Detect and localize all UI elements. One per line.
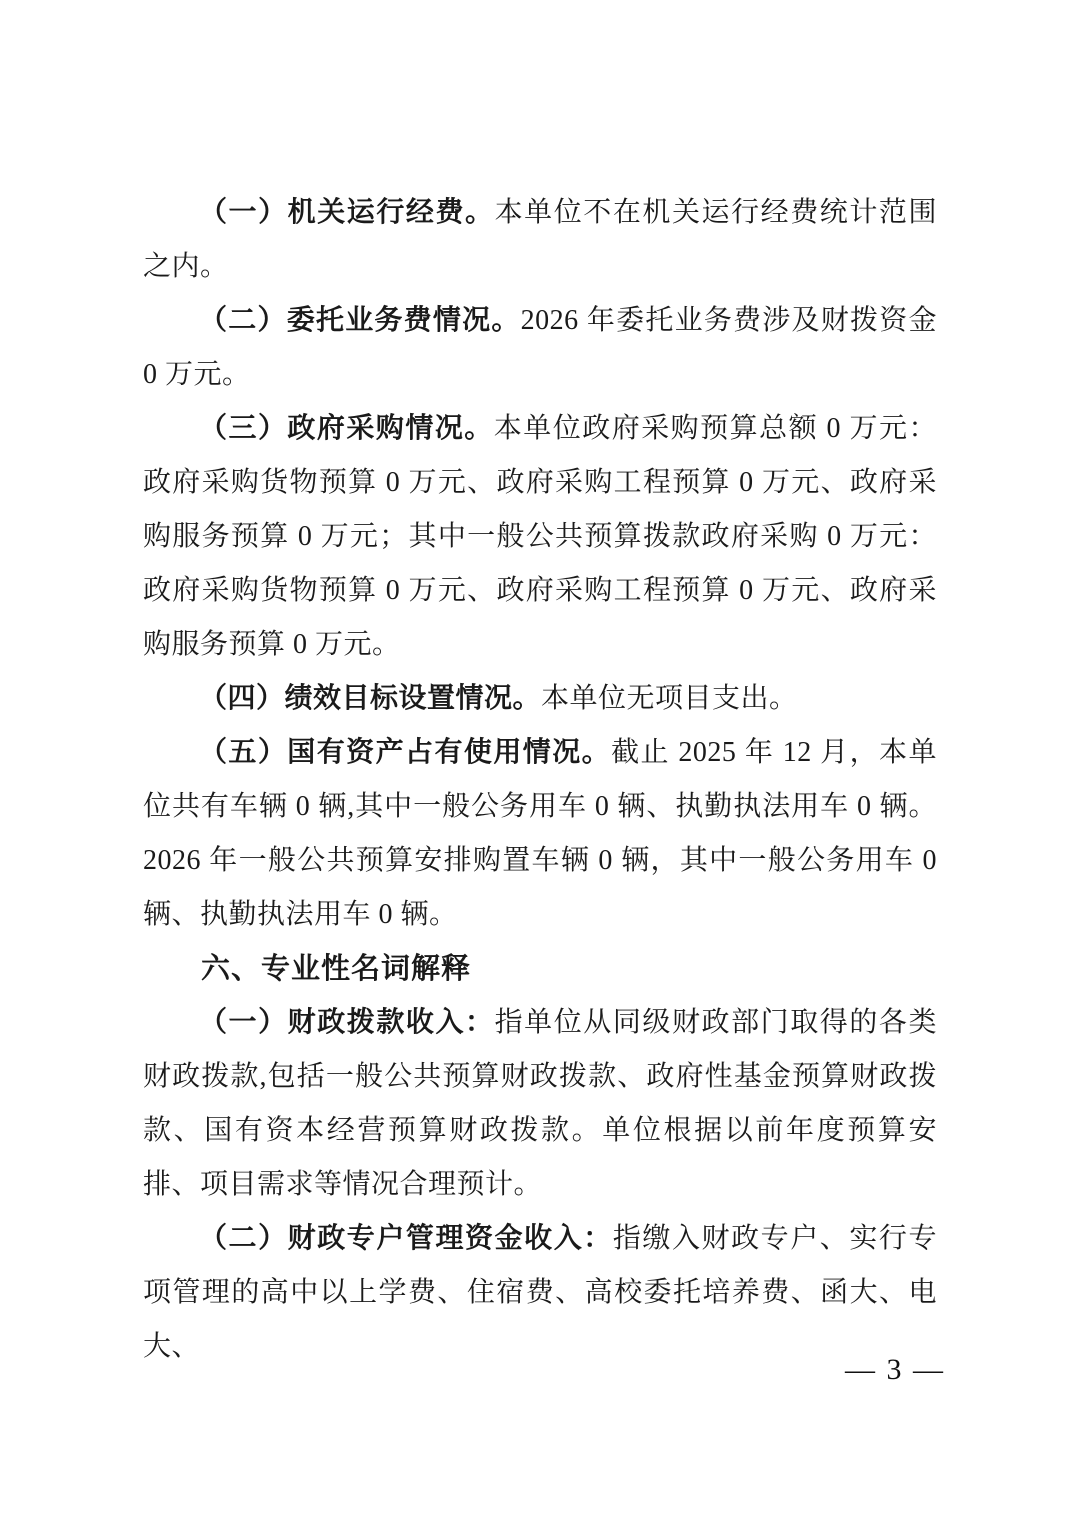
- paragraph-lead: （二）财政专户管理资金收入：: [199, 1223, 613, 1254]
- paragraph: [143, 1212, 937, 1374]
- paragraph-text: 本单位无项目支出。: [541, 683, 798, 714]
- paragraph-lead: （二）委托业务费情况。: [199, 305, 521, 336]
- paragraph-text: 截止 2025 年 12 月，本单位共有车辆 0 辆,其中一般公务用车 0 辆、执勤执法用车 0 辆。2026 年一般公共预算安排购置车辆 0 辆，其中一般公务用车 0 辆、执勤执法用车 0 辆。: [143, 737, 937, 930]
- paragraph-lead: （三）政府采购情况。: [199, 413, 494, 444]
- paragraph: [143, 996, 937, 1212]
- section-heading: 六、专业性名词解释: [201, 953, 472, 985]
- paragraph: [143, 726, 937, 942]
- paragraph-text: 指缴入财政专户、实行专项管理的高中以上学费、住宿费、高校委托培养费、函大、电大、: [143, 1223, 937, 1362]
- paragraph: [143, 672, 937, 726]
- paragraph: [143, 186, 937, 294]
- paragraph-lead: （一）机关运行经费。: [199, 197, 495, 228]
- paragraph-lead: （五）国有资产占有使用情况。: [199, 737, 612, 768]
- page-number: — 3 —: [845, 1353, 945, 1386]
- paragraph-lead: （一）财政拨款收入：: [199, 1007, 495, 1038]
- paragraph: [143, 402, 937, 672]
- paragraph-text: 2026 年委托业务费涉及财拨资金 0 万元。: [143, 305, 937, 390]
- paragraph-text: 指单位从同级财政部门取得的各类财政拨款,包括一般公共预算财政拨款、政府性基金预算财政拨款、国有资本经营预算财政拨款。单位根据以前年度预算安排、项目需求等情况合理预计。: [143, 1007, 937, 1200]
- paragraph-text: 本单位不在机关运行经费统计范围之内。: [143, 197, 937, 282]
- paragraph: [143, 294, 937, 402]
- document-body: [143, 186, 937, 1374]
- paragraph-lead: （四）绩效目标设置情况。: [199, 683, 542, 714]
- paragraph-text: 本单位政府采购预算总额 0 万元：政府采购货物预算 0 万元、政府采购工程预算 0 万元、政府采购服务预算 0 万元；其中一般公共预算拨款政府采购 0 万元：政府采购货物预算 0 万元、政府采购工程预算 0 万元、政府采购服务预算 0 万元。: [143, 413, 937, 660]
